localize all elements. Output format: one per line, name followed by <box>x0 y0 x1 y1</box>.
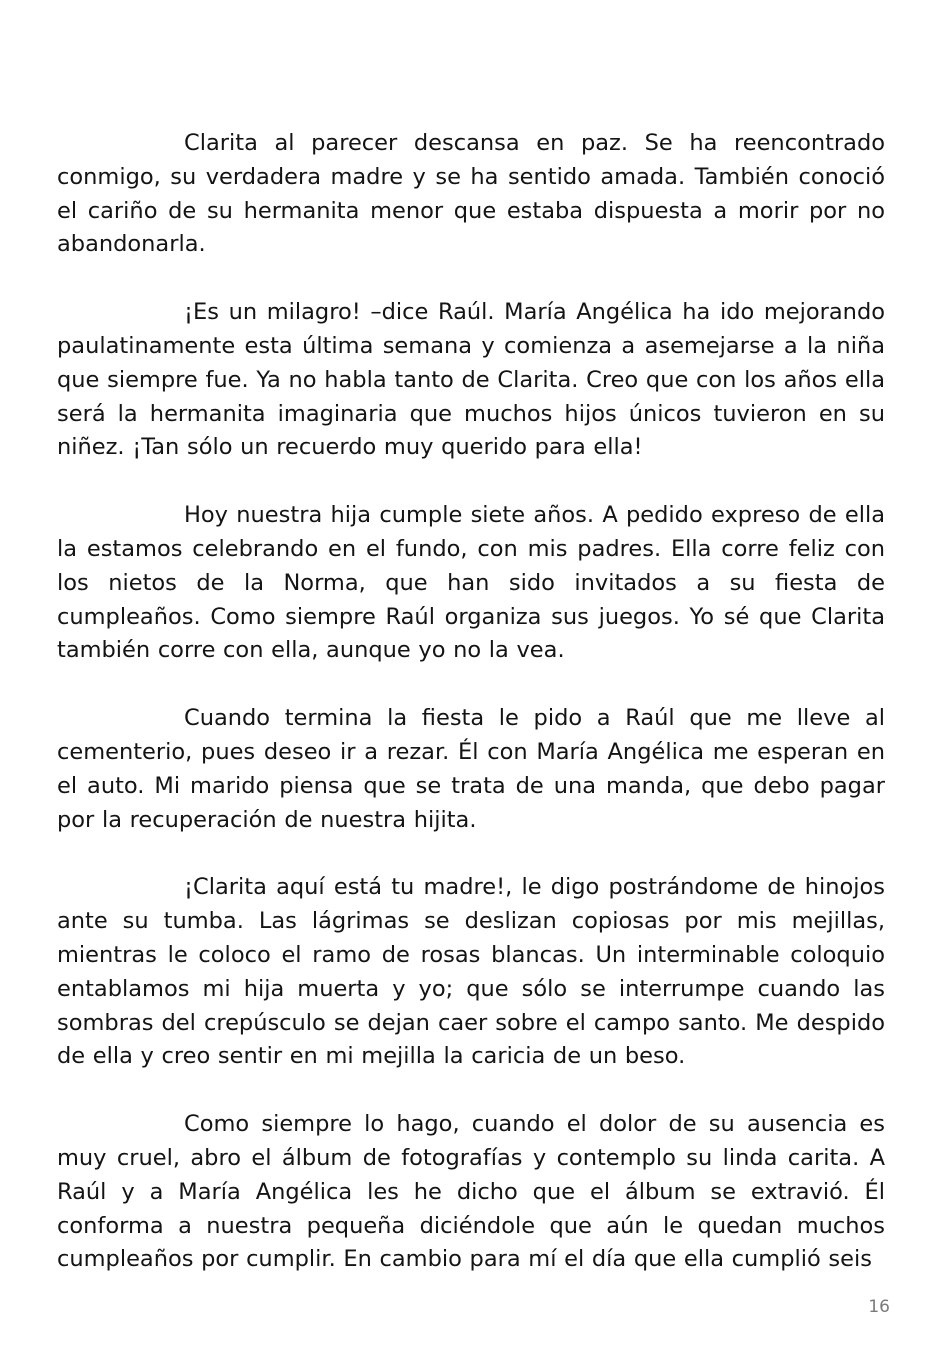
paragraph-3: Hoy nuestra hija cumple siete años. A pedido expreso de ella la estamos celebrando en el fundo, con mis padres. Ella corre feliz con los nietos de la Norma, que han sido invitados a su fiesta de cumpleaños. Como siempre Raúl organiza sus juegos. Yo sé que Clarita también corre con ella, aunque yo no la vea. <box>57 502 885 664</box>
paragraph-6: Como siempre lo hago, cuando el dolor de su ausencia es muy cruel, abro el álbum de fotografías y contemplo su linda carita. A Raúl y a María Angélica les he dicho que el álbum se extravió. Él conforma a nuestra pequeña diciéndole que aún le quedan muchos cumpleaños por cumplir. En cambio para mí el día que ella cumplió seis <box>57 1111 885 1273</box>
body-text <box>57 127 885 1277</box>
paragraph-1: Clarita al parecer descansa en paz. Se ha reencontrado conmigo, su verdadera madre y se ha sentido amada. También conoció el cariño de su hermanita menor que estaba dispuesta a morir por no abandonarla. <box>57 130 885 258</box>
paragraph-5: ¡Clarita aquí está tu madre!, le digo postrándome de hinojos ante su tumba. Las lágrimas se deslizan copiosas por mis mejillas, mientras le coloco el ramo de rosas blancas. Un interminable coloquio entablamos mi hija muerta y yo; que sólo se interrumpe cuando las sombras del crepúsculo se dejan caer sobre el campo santo. Me despido de ella y creo sentir en mi mejilla la caricia de un beso. <box>57 874 885 1070</box>
paragraph-2: ¡Es un milagro! –dice Raúl. María Angélica ha ido mejorando paulatinamente esta última semana y comienza a asemejarse a la niña que siempre fue. Ya no habla tanto de Clarita. Creo que con los años ella será la hermanita imaginaria que muchos hijos únicos tuvieron en su niñez. ¡Tan sólo un recuerdo muy querido para ella! <box>57 299 885 461</box>
page-number: 16 <box>868 1297 890 1317</box>
paragraph-4: Cuando termina la fiesta le pido a Raúl que me lleve al cementerio, pues deseo ir a rezar. Él con María Angélica me esperan en el auto. Mi marido piensa que se trata de una manda, que debo pagar por la recuperación de nuestra hijita. <box>57 705 885 833</box>
